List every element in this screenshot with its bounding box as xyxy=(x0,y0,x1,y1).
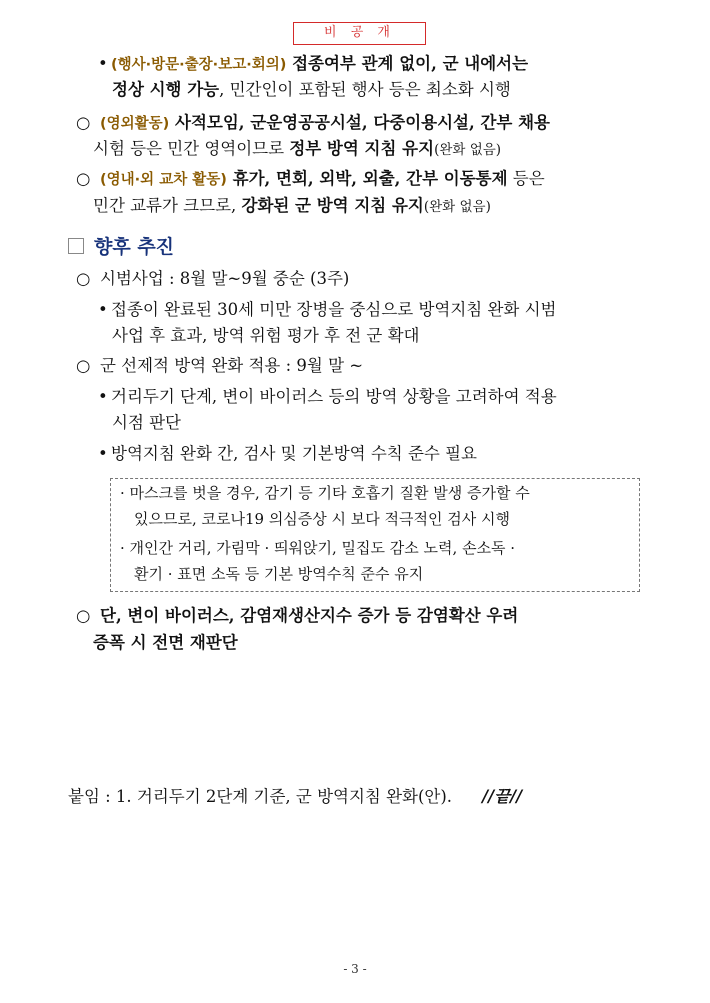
attachment-line xyxy=(68,785,522,809)
circle-marker: ○ xyxy=(76,113,91,132)
bullet-line-events xyxy=(98,52,528,77)
circle-line-outside-cont xyxy=(93,137,501,162)
item-text: , 민간인이 포함된 행사 등은 최소화 시행 xyxy=(219,80,511,99)
bullet-line-distancing-cont: 시점 판단 xyxy=(112,413,182,432)
item-text: 거리두기 단계, 변이 바이러스 등의 방역 상황을 고려하여 적용 xyxy=(111,387,557,406)
item-text: 사적모임, 군운영공공시설, 다중이용시설, 간부 채용 xyxy=(169,113,550,132)
bullet-marker: • xyxy=(98,300,108,319)
item-label-outside: (영외활동) xyxy=(100,116,170,132)
item-text: 시험 등은 민간 영역이므로 xyxy=(93,139,290,158)
item-note: (완화 없음) xyxy=(423,199,491,215)
item-text: 민간 교류가 크므로, xyxy=(93,196,242,215)
bullet-line-compliance xyxy=(98,442,477,466)
circle-line-outside xyxy=(76,111,550,136)
bullet-marker: • xyxy=(98,444,108,463)
bullet-line-pilot xyxy=(98,298,557,322)
item-text: 단, 변이 바이러스, 감염재생산지수 증가 등 감염확산 우려 xyxy=(100,606,519,625)
item-text: 접종여부 관계 없이, 군 내에서는 xyxy=(286,54,529,73)
item-text: 정부 방역 지침 유지 xyxy=(289,139,435,158)
item-text: 정상 시행 가능 xyxy=(112,80,220,99)
circle-line-reassess xyxy=(76,604,518,628)
item-text: 방역지침 완화 간, 검사 및 기본방역 수칙 준수 필요 xyxy=(111,444,477,463)
section-title: 향후 추진 xyxy=(94,236,175,258)
item-text: 시범사업 : 8월 말~9월 중순 (3주) xyxy=(100,269,350,288)
circle-line-cross xyxy=(76,167,545,192)
item-label-cross: (영내·외 교차 활동) xyxy=(100,172,227,188)
item-text: 군 선제적 방역 완화 적용 : 9월 말 ~ xyxy=(100,356,364,375)
item-text: 강화된 군 방역 지침 유지 xyxy=(241,196,424,215)
circle-line-cross-cont xyxy=(93,194,491,219)
item-text: 휴가, 면회, 외박, 외출, 간부 이동통제 xyxy=(226,169,508,188)
item-text: 등은 xyxy=(507,169,545,188)
note-line: 있으므로, 코로나19 의심증상 시 보다 적극적인 검사 시행 xyxy=(134,510,511,528)
bullet-line-distancing xyxy=(98,385,557,409)
item-label-events: (행사·방문·출장·보고·회의) xyxy=(111,57,287,73)
end-mark: //끝// xyxy=(482,787,523,806)
item-note: (완화 없음) xyxy=(434,142,502,158)
bullet-line-pilot-cont: 사업 후 효과, 방역 위험 평가 후 전 군 확대 xyxy=(112,326,420,345)
note-line: 환기 · 표면 소독 등 기본 방역수칙 준수 유지 xyxy=(134,565,424,583)
item-text: 접종이 완료된 30세 미만 장병을 중심으로 방역지침 완화 시범 xyxy=(111,300,557,319)
circle-marker: ○ xyxy=(76,606,91,625)
attachment-text: 붙임 : 1. 거리두기 2단계 기준, 군 방역지침 완화(안). xyxy=(68,787,453,806)
circle-marker: ○ xyxy=(76,356,91,375)
bullet-marker: • xyxy=(98,54,108,73)
bullet-marker: • xyxy=(98,387,108,406)
classification-badge: 비 공 개 xyxy=(293,22,426,45)
circle-line-reassess-cont: 증폭 시 전면 재판단 xyxy=(93,633,238,652)
circle-line-preemptive xyxy=(76,354,363,378)
page-number: - 3 - xyxy=(343,962,367,976)
note-line: · 개인간 거리, 가림막 · 띄워앉기, 밀집도 감소 노력, 손소독 · xyxy=(120,539,516,557)
circle-line-pilot xyxy=(76,267,349,291)
section-heading xyxy=(68,234,174,260)
checkbox-square-icon xyxy=(68,238,84,254)
bullet-line-events-cont xyxy=(112,78,511,102)
note-line: · 마스크를 벗을 경우, 감기 등 기타 호흡기 질환 발생 증가할 수 xyxy=(120,484,530,502)
circle-marker: ○ xyxy=(76,169,91,188)
circle-marker: ○ xyxy=(76,269,91,288)
